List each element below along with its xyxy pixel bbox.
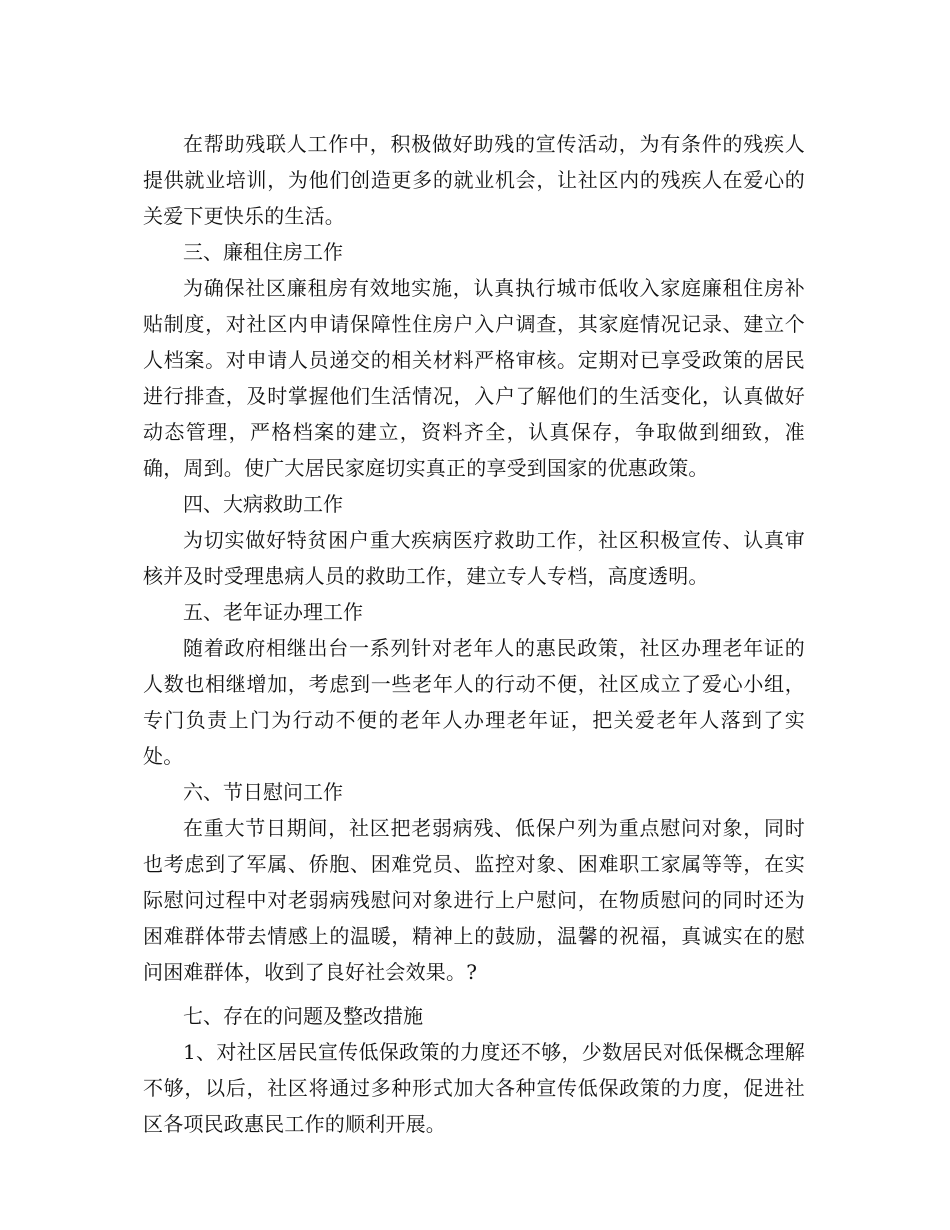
paragraph-senior-card: 随着政府相继出台一系列针对老年人的惠民政策，社区办理老年证的人数也相继增加，考虑到一些老年人的行动不便，社区成立了爱心小组，专门负责上门为行动不便的老年人办理老年证，把关爱老年人落到了实处。 bbox=[143, 636, 805, 768]
spacer bbox=[143, 990, 805, 998]
paragraph-illness-aid: 为切实做好特贫困户重大疾病医疗救助工作，社区积极宣传、认真审核并及时受理患病人员的救助工作，建立专人专档，高度透明。 bbox=[143, 528, 805, 588]
paragraph-holiday-visits: 在重大节日期间，社区把老弱病残、低保户列为重点慰问对象，同时也考虑到了军属、侨胞、困难党员、监控对象、困难职工家属等等，在实际慰问过程中对老弱病残慰问对象进行上户慰问，在物质慰问的同时还为困难群体带去情感上的温暖，精神上的鼓励，温馨的祝福，真诚实在的慰问困难群体，收到了良好社会效果。? bbox=[143, 816, 805, 984]
section-heading-holiday-visits: 六、节日慰问工作 bbox=[183, 780, 343, 804]
section-heading-senior-card: 五、老年证办理工作 bbox=[183, 600, 363, 624]
section-heading-problems: 七、存在的问题及整改措施 bbox=[183, 1004, 423, 1028]
paragraph-disabled-assistance: 在帮助残联人工作中，积极做好助残的宣传活动，为有条件的残疾人提供就业培训，为他们创造更多的就业机会，让社区内的残疾人在爱心的关爱下更快乐的生活。 bbox=[143, 132, 805, 228]
paragraph-problems: 1、对社区居民宣传低保政策的力度还不够，少数居民对低保概念理解不够，以后，社区将通过多种形式加大各种宣传低保政策的力度，促进社区各项民政惠民工作的顺利开展。 bbox=[143, 1040, 805, 1136]
section-heading-housing: 三、廉租住房工作 bbox=[183, 240, 343, 264]
paragraph-housing: 为确保社区廉租房有效地实施，认真执行城市低收入家庭廉租住房补贴制度，对社区内申请保障性住房户入户调查，其家庭情况记录、建立个人档案。对申请人员递交的相关材料严格审核。定期对已享受政策的居民进行排查，及时掌握他们生活情况，入户了解他们的生活变化，认真做好动态管理，严格档案的建立，资料齐全，认真保存，争取做到细致，准确，周到。使广大居民家庭切实真正的享受到国家的优惠政策。 bbox=[143, 276, 805, 480]
section-heading-illness-aid: 四、大病救助工作 bbox=[183, 492, 343, 516]
document-body bbox=[143, 126, 805, 1142]
